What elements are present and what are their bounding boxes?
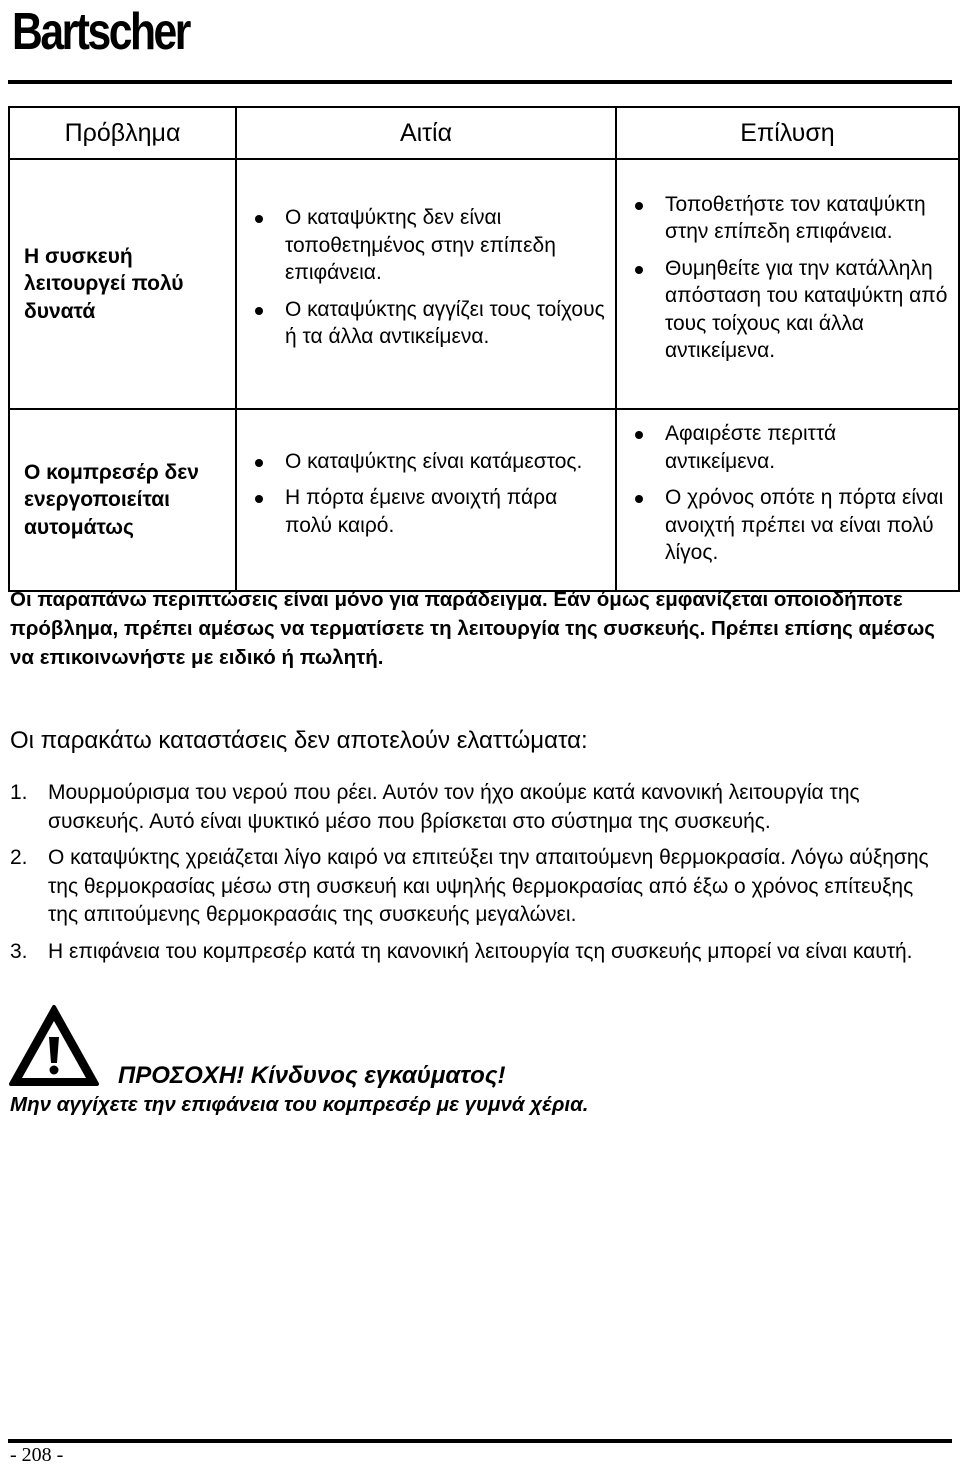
list-item: Ο χρόνος οπότε η πόρτα είναι ανοιχτή πρέπει να είναι πολύ λίγος. [627,484,950,567]
solution-cell [616,159,959,409]
page-number: - 208 - [10,1444,64,1466]
warning-text: Μην αγγίχετε την επιφάνεια του κομπρεσέρ με γυμνά χέρια. [10,1093,589,1116]
list-item-number: 2. [10,846,28,869]
column-header-cause: Αιτία [236,107,616,159]
list-item [10,779,945,836]
column-header-solution: Επίλυση [616,107,959,159]
list-item [10,938,945,967]
footer-rule [8,1439,952,1443]
column-header-problem: Πρόβλημα [9,107,236,159]
list-item-text: Η επιφάνεια του κομπρεσέρ κατά τη κανονική λειτουργία τςη συσκευής μπορεί να είναι καυτή. [48,939,913,963]
list-item: Ο καταψύκτης δεν είναι τοποθετημένος στην επίπεδη επιφάνεια. [247,204,607,287]
troubleshooting-table [8,106,960,592]
list-item: Θυμηθείτε για την κατάλληλη απόσταση του καταψύκτη από τους τοίχους και άλλα αντικείμενα. [627,255,950,365]
list-item: Ο καταψύκτης είναι κατάμεστος. [247,448,607,476]
header-rule [8,80,952,84]
list-item [10,844,945,930]
problem-cell: Η συσκευή λειτουργεί πολύ δυνατά [9,159,236,409]
warning-title: ΠΡΟΣΟΧΗ! Κίνδυνος εγκαύματος! [118,1062,506,1089]
list-item-text: Ο καταψύκτης χρειάζεται λίγο καιρό να επιτεύξει την απαιτούμενη θερμοκρασία. Λόγω αύξησης της θερμοκρασίας μέσω στη συσκευή και υψηλής θερμοκρασίας από έξω ο χρόνος επίτευξης της απιτούμενης θερμοκρασάις της συσκευής μεγαλώνει. [48,846,929,926]
list-item: Τοποθετήστε τον καταψύκτη στην επίπεδη επιφάνεια. [627,191,950,246]
table-row [9,159,959,409]
list-item: Η πόρτα έμεινε ανοιχτή πάρα πολύ καιρό. [247,484,607,539]
list-item: Αφαιρέστε περιττά αντικείμενα. [627,420,950,475]
example-note: Οι παραπάνω περιπτώσεις είναι μόνο για παράδειγμα. Εάν όμως εμφανίζεται οποιοδήποτε πρόβλημα, πρέπει αμέσως να τερματίσετε τη λειτουργία της συσκευής. Πρέπει επίσης αμέσως να επικοινωνήστε με ειδικό ή πωλητή. [10,588,935,669]
table-header-row [9,107,959,159]
list-item-text: Μουρμούρισμα του νερού που ρέει. Αυτόν τον ήχο ακούμε κατά κανονική λειτουργία της συσκευής. Αυτό είναι ψυκτικό μέσο που βρίσκεται στο σύστημα της συσκευής. [48,781,860,833]
list-item-number: 1. [10,781,28,804]
cause-cell [236,409,616,591]
table-row [9,409,959,591]
list-item: Ο καταψύκτης αγγίζει τους τοίχους ή τα άλλα αντικείμενα. [247,296,607,351]
solution-cell [616,409,959,591]
list-item-number: 3. [10,939,28,963]
warning-triangle-icon [8,1004,100,1088]
brand-logo: Bartscher [12,3,189,61]
problem-cell: Ο κομπρεσέρ δεν ενεργοποιείται αυτομάτως [9,409,236,591]
cause-cell [236,159,616,409]
non-defects-list [10,779,945,974]
non-defects-heading: Οι παρακάτω καταστάσεις δεν αποτελούν ελαττώματα: [10,727,588,754]
